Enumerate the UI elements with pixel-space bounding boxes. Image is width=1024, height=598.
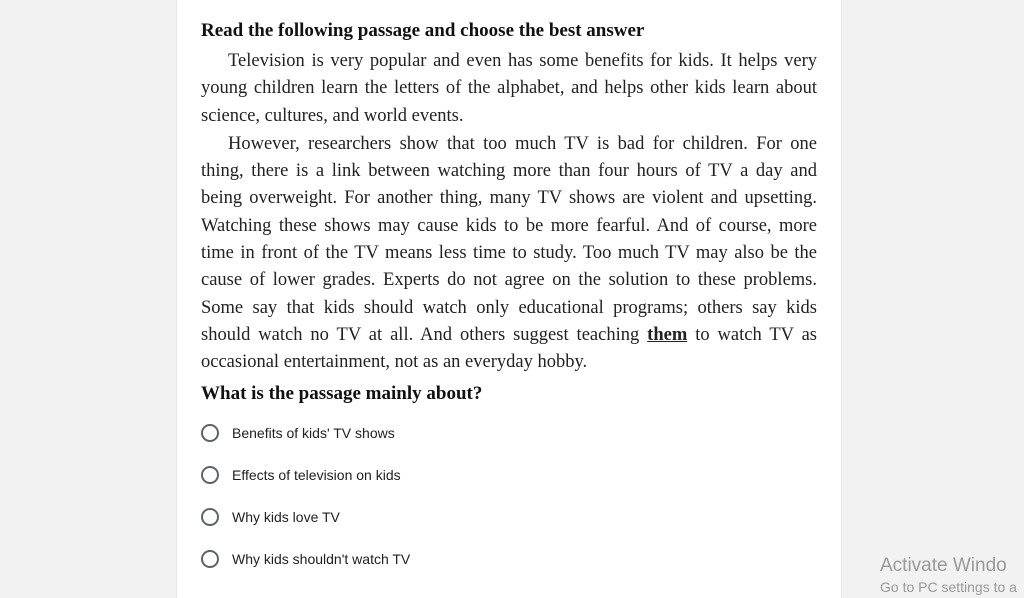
answer-option-2[interactable] [201,454,410,496]
answer-option-1[interactable] [201,412,410,454]
answer-option-3[interactable] [201,496,410,538]
option-label: Why kids love TV [232,509,340,525]
underlined-word: them [647,324,688,345]
passage-content [201,18,817,407]
radio-button-icon[interactable] [201,508,219,526]
instruction-title: Read the following passage and choose the best answer [201,20,645,41]
answer-option-4[interactable] [201,538,410,580]
question-text: What is the passage mainly about? [201,382,483,404]
activation-watermark [880,554,1017,596]
passage-paragraph-1: Television is very popular and even has some benefits for kids. It helps very young children learn the letters of the alphabet, and helps other kids learn about science, cultures, and world events. [201,51,817,126]
paragraph-2-text: However, researchers show that too much TV is bad for children. For one thing, there is a link between watching more than four hours of TV a day and being overweight. For another thing, many TV shows are violent and upsetting. Watching these shows may cause kids to be more fearful. And of course, more time in front of the TV means less time to study. Too much TV may also be the cause of lower grades. Experts do not agree on the solution to these problems. Some say that kids should watch only educational programs; others say kids should watch no TV at all. And others suggest teaching [201,133,817,345]
watermark-title: Activate Windo [880,555,1007,576]
radio-button-icon[interactable] [201,424,219,442]
option-label: Benefits of kids' TV shows [232,425,395,441]
watermark-subtitle: Go to PC settings to a [880,579,1017,595]
paragraph-2-text-end: to watch TV as occasional entertainment, not as an everyday hobby. [201,324,818,373]
passage-paragraph-2 [201,131,817,377]
option-label: Why kids shouldn't watch TV [232,551,411,567]
option-label: Effects of television on kids [232,467,401,483]
radio-button-icon[interactable] [201,550,219,568]
answer-options [201,412,410,580]
radio-button-icon[interactable] [201,466,219,484]
document-page [176,0,842,598]
